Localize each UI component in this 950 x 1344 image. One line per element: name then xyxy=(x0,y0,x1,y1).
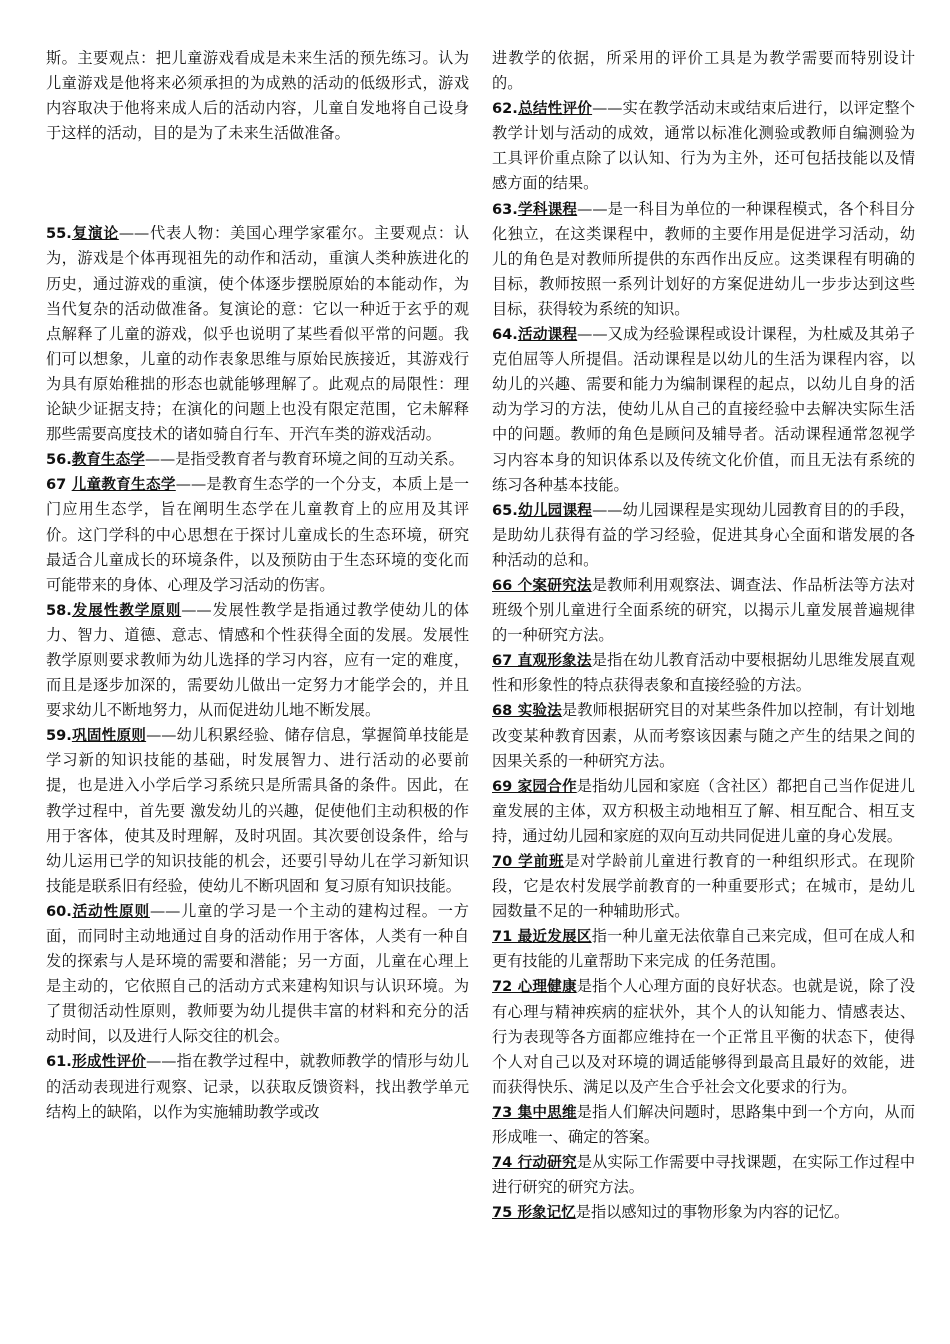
entry-55 xyxy=(46,221,469,447)
entry-term: 66 个案研究法 xyxy=(492,576,592,594)
entry-text: ——是一科目为单位的一种课程模式，各个科目分化独立，在这类课程中，教师的主要作用是促进学习活动，幼儿的角色是对教师所提供的东西作出反应。这类课程有明确的目标，教师按照一系列计划好的方案促进幼儿一步步达到这些目标，获得较为系统的知识。 xyxy=(492,199,915,318)
entry-number: 65. xyxy=(492,501,518,519)
entry-74 xyxy=(492,1150,915,1200)
paragraph-text: 进教学的依据，所采用的评价工具是为教学需要而特别设计的。 xyxy=(492,49,915,93)
entry-text: 是对学龄前儿童进行教育的一种组织形式。在现阶段，它是农村发展学前教育的一种重要形式；在城市，是幼儿园数量不足的一种辅助形式。 xyxy=(492,852,916,921)
entry-term: 71 最近发展区 xyxy=(492,928,592,946)
entry-text: ——代表人物：美国心理学家霍尔。主要观点：认为，游戏是个体再现祖先的动作和活动，重演人类种族进化的历史，通过游戏的重演，使个体逐步摆脱原始的本能动作，为当代复杂的活动做准备。复演论的意：它以一种近于玄乎的观点解释了儿童的游戏，似乎也说明了某些看似平常的问题。我们可以想象，儿童的动作表象思维与原始民族接近，其游戏行为具有原始稚拙的形态也就能够理解了。此观点的局限性：理论缺少证据支持；在演化的问题上也没有限定范围，它未解释那些需要高度技术的诸如骑自行车、开汽车类的游戏活动。 xyxy=(46,224,469,444)
paragraph-text: 斯。主要观点：把儿童游戏看成是未来生活的预先练习。认为儿童游戏是他将来必须承担的为成熟的活动的低级形式，游戏内容取决于他将来成人后的活动内容，儿童自发地将自己设身于这样的活动，目的是为了未来生活做准备。 xyxy=(46,49,469,143)
entry-term: 总结性评价 xyxy=(517,100,593,118)
entry-term: 儿童教育生态学 xyxy=(71,476,176,494)
left-column xyxy=(46,46,469,1125)
entry-term: 74 行动研究 xyxy=(492,1154,577,1172)
entry-text: ——是指受教育者与教育环境之间的互动关系。 xyxy=(144,450,464,469)
entry-term: 69 家园合作 xyxy=(492,777,577,795)
paragraph-continuation xyxy=(492,46,915,96)
entry-text: 是教师利用观察法、调查法、作品析法等方法对班级个别儿童进行全面系统的研究，以揭示儿童发展普遍规律的一种研究方法。 xyxy=(492,575,916,645)
entry-term: 活动性原则 xyxy=(71,902,150,920)
entry-number: 61. xyxy=(46,1053,72,1071)
entry-66 xyxy=(492,573,915,648)
entry-term: 活动课程 xyxy=(517,326,578,344)
entry-69 xyxy=(492,774,915,849)
entry-text: 是指以感知过的事物形象为内容的记忆。 xyxy=(575,1203,850,1222)
entry-61 xyxy=(46,1049,469,1124)
entry-text: 是从实际工作需要中寻找课题，在实际工作过程中进行研究的研究方法。 xyxy=(492,1153,916,1197)
entry-60 xyxy=(46,899,469,1050)
entry-73 xyxy=(492,1100,915,1150)
entry-text: 指一种儿童无法依靠自己来完成，但可在成人和更有技能的儿童帮助下来完成 的任务范围。 xyxy=(492,927,916,971)
entry-text: 是指幼儿园和家庭（含社区）都把自己当作促进儿童发展的主体，双方积极主动地相互了解、相互配合、相互支持，通过幼儿园和家庭的双向互动共同促进儿童的身心发展。 xyxy=(492,776,916,845)
entry-term: 68 实验法 xyxy=(492,702,562,720)
entry-text: ——又成为经验课程或设计课程，为杜威及其弟子克伯屈等人所提倡。活动课程是以幼儿的生活为课程内容，以幼儿的兴趣、需要和能力为编制课程的起点，以幼儿自身的活动为学习的方法，使幼儿从自己的直接经验中去解决实际生活中的问题。教师的角色是顾问及辅导者。活动课程通常忽视学习内容本身的知识体系以及传统文化价值，而且无法有系统的练习各种基本技能。 xyxy=(492,325,915,494)
entry-term: 学科课程 xyxy=(517,200,578,218)
right-column xyxy=(492,46,915,1225)
entry-term: 幼儿园课程 xyxy=(517,501,593,519)
entry-term: 75 形象记忆 xyxy=(492,1204,576,1222)
entry-text: ——儿童的学习是一个主动的建构过程。一方面，而同时主动地通过自身的活动作用于客体，人类有一种自发的探索与人是环境的需要和潜能；另一方面，儿童在心理上是主动的，它依照自己的活动方式来建构知识与认识环境。为了贯彻活动性原则，教师要为幼儿提供丰富的材料和充分的活动时间，以及进行人际交往的机会。 xyxy=(46,901,469,1046)
entry-term: 73 集中思维 xyxy=(492,1103,577,1121)
entry-number: 55. xyxy=(46,225,72,243)
entry-text: ——幼儿园课程是实现幼儿园教育目的的手段，是助幼儿获得有益的学习经验，促进其身心全面和谐发展的各种活动的总和。 xyxy=(492,500,915,569)
entry-number: 63. xyxy=(492,200,518,218)
paragraph-continuation xyxy=(46,46,469,146)
entry-72 xyxy=(492,974,915,1099)
entry-text: 是教师根据研究目的对某些条件加以控制，有计划地改变某种教育因素，从而考察该因素与随之产生的结果之间的因果关系的一种研究方法。 xyxy=(492,701,916,770)
entry-text: 是指在幼儿教育活动中要根据幼儿思维发展直观性和形象性的特点获得表象和直接经验的方法。 xyxy=(492,651,916,695)
entry-text: 是指个人心理方面的良好状态。也就是说，除了没有心理与精神疾病的症状外，其个人的认知能力、情感表达、行为表现等各方面都应维持在一个正常且平衡的状态下，使得个人对自己以及对环境的调适能够得到最高且最好的效能，进而获得快乐、满足以及产生合乎社会文化要求的行为。 xyxy=(492,977,916,1096)
entry-text: ——实在教学活动末或结束后进行，以评定整个教学计划与活动的成效，通常以标准化测验或教师自编测验为工具评价重点除了以认知、行为为主外，还可包括技能以及情感方面的结果。 xyxy=(492,99,915,193)
entry-65 xyxy=(492,498,915,573)
entry-71 xyxy=(492,924,915,974)
entry-62 xyxy=(492,96,915,196)
entry-text: 是指人们解决问题时，思路集中到一个方向，从而形成唯一、确定的答案。 xyxy=(492,1102,916,1147)
entry-number: 62. xyxy=(492,100,518,118)
entry-number: 59. xyxy=(46,727,72,745)
blank-gap xyxy=(46,146,469,221)
entry-term: 复演论 xyxy=(71,225,119,243)
entry-number: 67 xyxy=(46,476,72,494)
entry-58 xyxy=(46,598,469,723)
entry-text: ——指在教学过程中，就教师教学的情形与幼儿的活动表现进行观察、记录，以获取反馈资料，找出教学单元结构上的缺陷，以作为实施辅助教学或改 xyxy=(46,1052,469,1121)
entry-number: 60. xyxy=(46,902,72,920)
entry-text: ——是教育生态学的一个分支，本质上是一门应用生态学，旨在阐明生态学在儿童教育上的应用及其评价。这门学科的中心思想在于探讨儿童成长的生态环境，研究最适合儿童成长的环境条件，以及预防由于生态环境的变化而可能带来的身体、心理及学习活动的伤害。 xyxy=(46,475,470,594)
entry-70 xyxy=(492,849,915,924)
entry-term: 巩固性原则 xyxy=(71,727,147,745)
entry-term: 72 心理健康 xyxy=(492,978,577,996)
entry-67b xyxy=(492,648,915,698)
entry-68 xyxy=(492,698,915,773)
entry-75 xyxy=(492,1200,915,1225)
entry-term: 教育生态学 xyxy=(71,451,145,469)
entry-number: 56. xyxy=(46,451,72,469)
entry-63 xyxy=(492,197,915,322)
entry-text: ——发展性教学是指通过教学使幼儿的体力、智力、道德、意志、情感和个性获得全面的发展。发展性教学原则要求教师为幼儿选择的学习内容，应有一定的难度，而且是逐步加深的，需要幼儿做出一定努力才能学会的，并且要求幼儿不断地努力，从而促进幼儿地不断发展。 xyxy=(46,600,469,720)
entry-term: 形成性评价 xyxy=(71,1053,147,1071)
entry-64 xyxy=(492,322,915,498)
entry-number: 64. xyxy=(492,326,518,344)
entry-67 xyxy=(46,472,469,597)
entry-term: 70 学前班 xyxy=(492,853,565,870)
entry-text: ——幼儿积累经验、储存信息，掌握简单技能是学习新的知识技能的基础，时发展智力、进行活动的必要前提，也是进入小学后学习系统只是所需具备的条件。因此，在教学过程中，首先要 激发幼儿的兴趣，促使他们主动积极的作用于客体，使其及时理解，及时巩固。其次要创设条件，给与幼儿运用已学的知识技能的机会，还要引导幼儿在学习新知识技能是联系旧有经验，使幼儿不断巩固和 复习原有知识技能。 xyxy=(46,726,469,895)
entry-term: 67 直观形象法 xyxy=(492,652,592,670)
entry-term: 发展性教学原则 xyxy=(71,601,182,619)
entry-59 xyxy=(46,723,469,899)
entry-56 xyxy=(46,447,469,472)
entry-number: 58. xyxy=(46,601,72,619)
